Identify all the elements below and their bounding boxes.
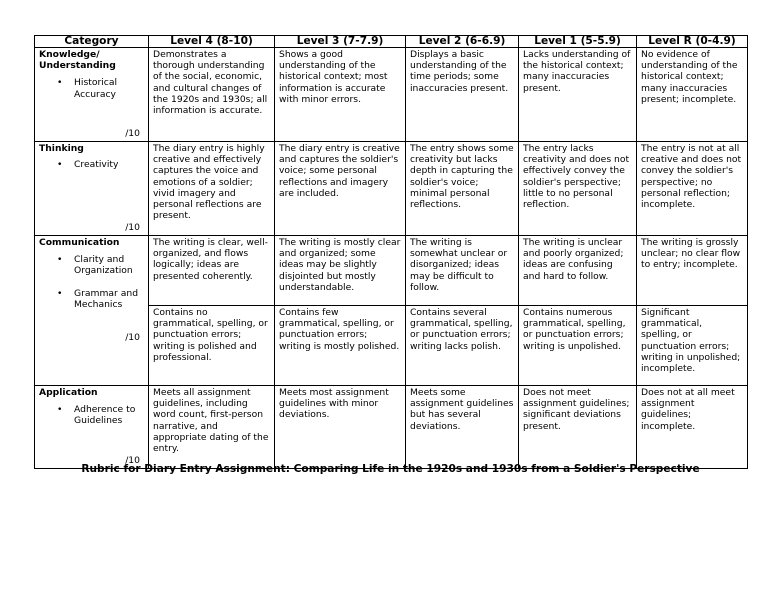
descriptor-cell: Contains numerous grammatical, spelling, or punctuation errors; writing is unpolished. xyxy=(519,306,637,386)
descriptor-cell: The diary entry is highly creative and effectively captures the voice and emotions of a soldier; vivid imagery and personal reflections are present. xyxy=(149,142,275,236)
descriptor-cell: The entry shows some creativity but lacks depth in capturing the soldier's voice; minimal personal reflections. xyxy=(406,142,519,236)
header-row xyxy=(35,36,748,48)
descriptor-cell: Does not at all meet assignment guidelines; incomplete. xyxy=(637,386,748,469)
header-level-3: Level 3 (7-7.9) xyxy=(275,36,406,48)
descriptor-cell: Lacks understanding of the historical context; many inaccuracies present. xyxy=(519,48,637,142)
descriptor-cell: Shows a good understanding of the historical context; most information is accurate with minor errors. xyxy=(275,48,406,142)
descriptor-cell: Demonstrates a thorough understanding of the social, economic, and cultural changes of the 1920s and 1930s; all information is accurate. xyxy=(149,48,275,142)
descriptor-cell: The entry is not at all creative and does not convey the soldier's perspective; no personal reflection; incomplete. xyxy=(637,142,748,236)
descriptor-cell: The writing is mostly clear and organized; some ideas may be slightly disjointed but mostly understandable. xyxy=(275,236,406,306)
category-title: Application xyxy=(39,387,98,398)
header-level-4: Level 4 (8-10) xyxy=(149,36,275,48)
score-label: /10 xyxy=(125,454,140,466)
descriptor-cell: The writing is unclear and poorly organized; ideas are confusing and hard to follow. xyxy=(519,236,637,306)
descriptor-cell: Does not meet assignment guidelines; significant deviations present. xyxy=(519,386,637,469)
descriptor-cell: Meets some assignment guidelines but has several deviations. xyxy=(406,386,519,469)
descriptor-cell: The writing is grossly unclear; no clear flow to entry; incomplete. xyxy=(637,236,748,306)
category-title: Thinking xyxy=(39,143,84,154)
table-row-thinking xyxy=(35,142,748,236)
score-label: /10 xyxy=(125,127,140,139)
descriptor-cell: Meets most assignment guidelines with minor deviations. xyxy=(275,386,406,469)
table-row-knowledge xyxy=(35,48,748,142)
table-row-application xyxy=(35,386,748,469)
descriptor-cell: No evidence of understanding of the historical context; many inaccuracies present; incomplete. xyxy=(637,48,748,142)
category-title: Knowledge/ Understanding xyxy=(39,49,116,72)
descriptor-cell: The writing is somewhat unclear or disorganized; ideas may be difficult to follow. xyxy=(406,236,519,306)
criterion-label: • Grammar and Mechanics xyxy=(39,288,144,310)
descriptor-cell: The writing is clear, well-organized, and flows logically; ideas are presented coherently. xyxy=(149,236,275,306)
category-cell xyxy=(35,236,149,386)
descriptor-cell: Contains several grammatical, spelling, or punctuation errors; writing lacks polish. xyxy=(406,306,519,386)
criterion-label: • Historical Accuracy xyxy=(39,77,144,99)
descriptor-cell: The entry lacks creativity and does not effectively convey the soldier's perspective; little to no personal reflection. xyxy=(519,142,637,236)
criterion-label: • Clarity and Organization xyxy=(39,254,144,276)
score-label: /10 xyxy=(125,331,140,343)
rubric-table xyxy=(34,35,748,469)
header-level-2: Level 2 (6-6.9) xyxy=(406,36,519,48)
header-category: Category xyxy=(35,36,149,48)
category-cell xyxy=(35,142,149,236)
score-label: /10 xyxy=(125,221,140,233)
criterion-label: • Adherence to Guidelines xyxy=(39,404,144,426)
criterion-label: • Creativity xyxy=(39,159,144,170)
descriptor-cell: Contains no grammatical, spelling, or punctuation errors; writing is polished and professional. xyxy=(149,306,275,386)
descriptor-cell: Meets all assignment guidelines, including word count, first-person narrative, and appropriate dating of the entry. xyxy=(149,386,275,469)
header-level-r: Level R (0-4.9) xyxy=(637,36,748,48)
category-cell xyxy=(35,48,149,142)
table-row-communication xyxy=(35,236,748,306)
descriptor-cell: Contains few grammatical, spelling, or punctuation errors; writing is mostly polished. xyxy=(275,306,406,386)
descriptor-cell: The diary entry is creative and captures the soldier's voice; some personal reflections and imagery are included. xyxy=(275,142,406,236)
header-level-1: Level 1 (5-5.9) xyxy=(519,36,637,48)
descriptor-cell: Displays a basic understanding of the time periods; some inaccuracies present. xyxy=(406,48,519,142)
category-cell xyxy=(35,386,149,469)
category-title: Communication xyxy=(39,237,120,248)
table-caption: Rubric for Diary Entry Assignment: Comparing Life in the 1920s and 1930s from a Soldier's Perspective xyxy=(81,463,700,475)
descriptor-cell: Significant grammatical, spelling, or punctuation errors; writing in unpolished; incomplete. xyxy=(637,306,748,386)
